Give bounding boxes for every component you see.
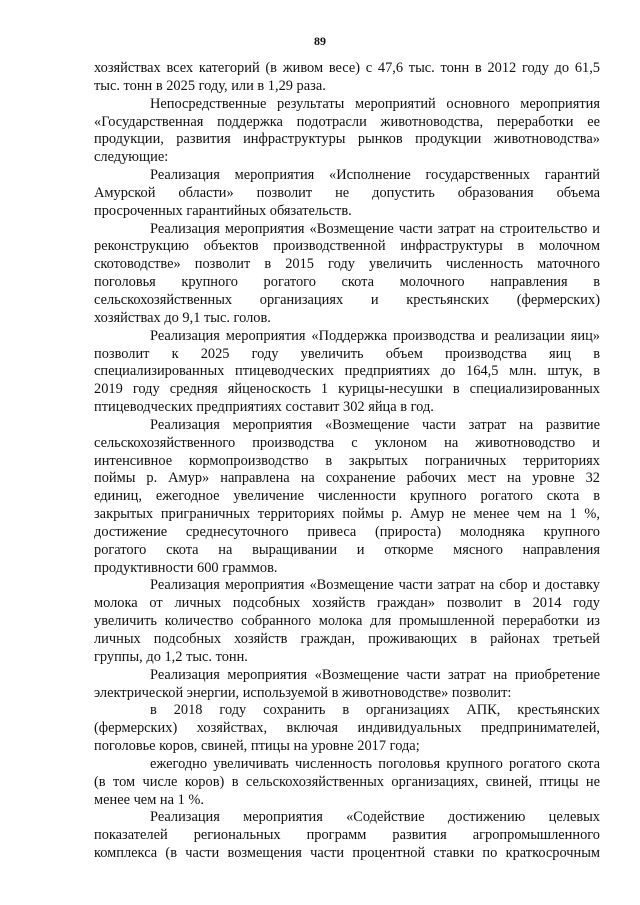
- text-line: продукции, развития инфраструктуры рынков продукции животноводства»: [94, 131, 600, 148]
- text-line: хозяйствах всех категорий (в живом весе) с 47,6 тыс. тонн в 2012 году до 61,5: [94, 60, 600, 76]
- text-line: сельскохозяйственного производства с уклоном на животноводство и: [94, 434, 600, 451]
- text-line: менее чем на 1 %.: [94, 791, 204, 808]
- text-line: показателей региональных программ развития агропромышленного: [94, 827, 600, 844]
- text-line: Реализация мероприятия «Возмещение части затрат на приобретение: [150, 666, 600, 683]
- text-line: Реализация мероприятия «Возмещение части затрат на сбор и доставку: [150, 577, 600, 594]
- text-line: Реализация мероприятия «Поддержка производства и реализации яиц»: [150, 327, 600, 344]
- text-line: достижение среднесуточного привеса (прироста) молодняка крупного: [94, 523, 600, 540]
- text-line: продуктивности 600 граммов.: [94, 559, 278, 576]
- text-line: реконструкцию объектов производственной инфраструктуры в молочном: [94, 238, 600, 255]
- text-line: позволит к 2025 году увеличить объем производства яиц в: [94, 345, 600, 362]
- text-line: увеличить количество собранного молока для промышленной переработки из: [94, 613, 600, 630]
- text-line: просроченных гарантийных обязательств.: [94, 202, 352, 219]
- text-line: электрической энергии, используемой в животноводстве» позволит:: [94, 684, 512, 701]
- text-line: поймы р. Амур» направлена на сохранение рабочих мест на уровне 32: [94, 470, 600, 487]
- text-line: Непосредственные результаты мероприятий основного мероприятия: [150, 95, 600, 112]
- text-line: скотоводстве» позволит в 2015 году увеличить численность маточного: [94, 256, 600, 273]
- text-line: Реализация мероприятия «Содействие достижению целевых: [150, 809, 600, 826]
- text-line: группы, до 1,2 тыс. тонн.: [94, 648, 248, 665]
- body-text: [94, 60, 600, 863]
- text-line: в 2018 году сохранить в организациях АПК, крестьянских: [150, 702, 600, 719]
- text-line: молока от личных подсобных хозяйств граждан» позволит в 2014 году: [94, 595, 600, 612]
- text-line: (в том числе коров) в сельскохозяйственных организациях, свиней, птицы не: [94, 773, 600, 790]
- text-line: интенсивное кормопроизводство в закрытых пограничных территориях: [94, 452, 600, 469]
- text-line: комплекса (в части возмещения части процентной ставки по краткосрочным: [94, 845, 600, 862]
- text-line: (фермерских) хозяйствах, включая индивидуальных предпринимателей,: [94, 720, 600, 737]
- text-line: Реализация мероприятия «Исполнение государственных гарантий: [150, 167, 600, 184]
- text-line: личных подсобных хозяйств граждан, проживающих в районах третьей: [94, 631, 600, 647]
- text-line: следующие:: [94, 149, 169, 166]
- text-line: специализированных птицеводческих предприятиях до 164,5 млн. штук, в: [94, 363, 600, 380]
- text-line: сельскохозяйственных организациях и крестьянских (фермерских): [94, 291, 600, 308]
- text-line: закрытых приграничных территориях поймы р. Амур не менее чем на 1 %,: [94, 506, 600, 523]
- text-line: Реализация мероприятия «Возмещение части затрат на развитие: [150, 416, 600, 433]
- text-line: поголовья крупного рогатого скота молочного направления в: [94, 274, 600, 291]
- text-line: «Государственная поддержка подотрасли животноводства, переработки ее: [94, 113, 600, 130]
- page-number: 89: [314, 34, 326, 48]
- text-line: ежегодно увеличивать численность поголовья крупного рогатого скота: [150, 755, 600, 772]
- text-line: рогатого скота на выращивании и откорме мясного направления: [94, 541, 600, 558]
- text-line: птицеводческих предприятиях составит 302 яйца в год.: [94, 399, 434, 416]
- text-line: единиц, ежегодное увеличение численности крупного рогатого скота в: [94, 488, 600, 505]
- text-line: Реализация мероприятия «Возмещение части затрат на строительство и: [150, 220, 600, 237]
- text-line: хозяйствах до 9,1 тыс. голов.: [94, 309, 271, 326]
- text-line: Амурской области» позволит не допустить образования объема: [94, 184, 600, 201]
- text-line: 2019 году средняя яйценоскость 1 курицы-несушки в специализированных: [94, 381, 600, 398]
- text-line: поголовье коров, свиней, птицы на уровне 2017 года;: [94, 738, 420, 755]
- text-line: тыс. тонн в 2025 году, или в 1,29 раза.: [94, 77, 326, 94]
